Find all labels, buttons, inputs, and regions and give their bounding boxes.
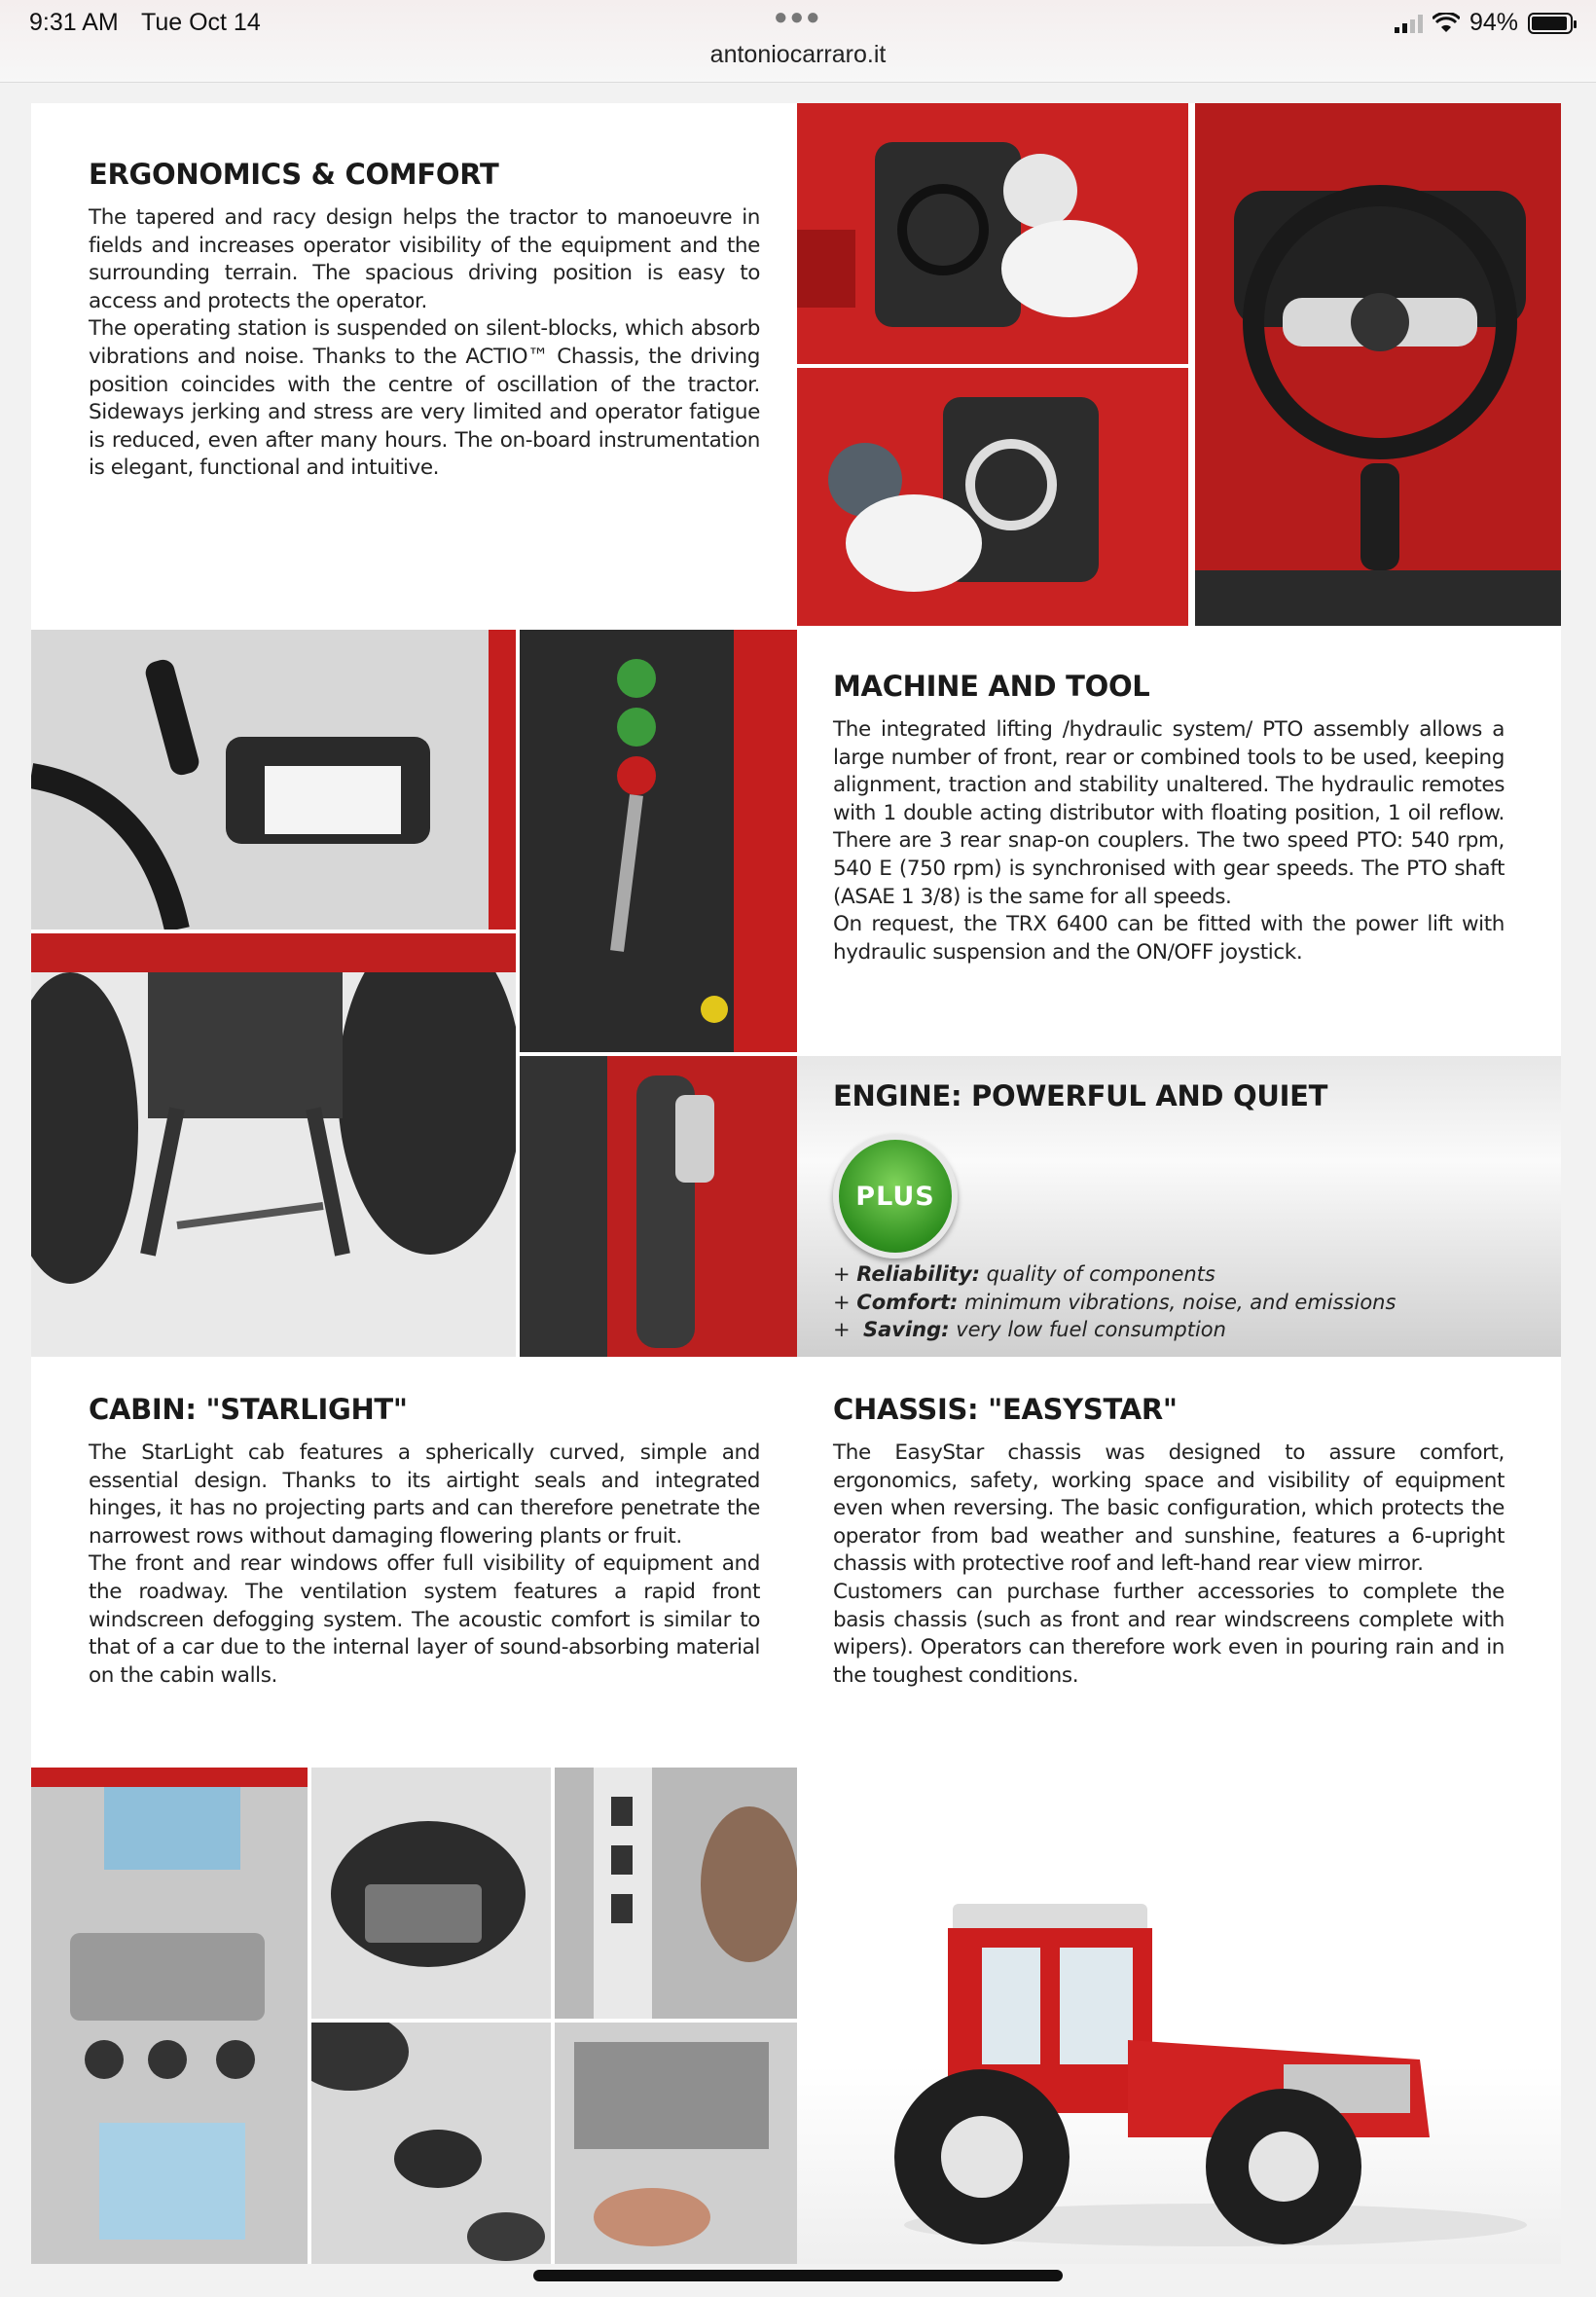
status-time: 9:31 AM	[29, 9, 119, 36]
status-indicators	[1395, 9, 1573, 37]
photo-radio-compartment	[311, 1768, 551, 2019]
section-engine	[797, 1056, 1561, 1357]
paragraph: The front and rear windows offer full visibility of equipment and the roadway. The ventilation system features a rapid front windscreen defogging system. The acoustic comfort is similar to that of a car due to the internal layer of sound-absorbing material on the cabin walls.	[89, 1551, 760, 1688]
plus-badge-label: PLUS	[855, 1181, 935, 1212]
photo-switch-panel	[555, 1768, 797, 2019]
paragraph: The EasyStar chassis was designed to assure comfort, ergonomics, safety, working space and visibility of equipment even when reversing. The basic configuration, which protects the operator from bad weather and sunshine, features a 6-upright chassis with protective roof and left-hand rear view mirror.	[833, 1440, 1505, 1577]
wifi-icon	[1433, 13, 1460, 34]
photo-air-vent	[311, 2023, 551, 2264]
plus-badge	[833, 1134, 958, 1258]
photo-steering-wheel	[1195, 103, 1561, 626]
paragraph: The StarLight cab features a spherically curved, simple and essential design. Thanks to its airtight seals and integrated hinges, it has no projecting parts and can therefore penetrate the narrowest rows without damaging flowering plants or fruit.	[89, 1440, 760, 1549]
paragraph: On request, the TRX 6400 can be fitted with the power lift with hydraulic suspension and the ON/OFF joystick.	[833, 912, 1505, 965]
photo-sunroof-hand	[555, 2023, 797, 2264]
section-title: ENGINE: POWERFUL AND QUIET	[833, 1079, 1328, 1112]
tab-dots-icon[interactable]: ●●●	[774, 4, 822, 30]
status-date: Tue Oct 14	[141, 9, 261, 36]
photo-joystick-controls	[31, 630, 516, 930]
section-machine-and-tool	[833, 670, 1505, 966]
photo-rear-hitch	[31, 933, 516, 1357]
paragraph: The integrated lifting /hydraulic system/ PTO assembly allows a large number of front, rear or combined tools to be used, keeping alignment, traction and stability unaltered. The hydraulic remotes with 1 double acting distributor with floating position, 1 oil reflow. There are 3 rear snap-on couplers. The two speed PTO: 540 rpm, 540 E (750 rpm) is synchronised with gear speeds. The PTO shaft (ASAE 1 3/8) is the same for all speeds.	[833, 717, 1505, 909]
photo-lift-arm	[520, 1056, 797, 1357]
signal-icon	[1395, 14, 1423, 33]
section-ergonomics	[89, 158, 760, 483]
engine-benefits-list	[833, 1260, 1396, 1344]
paragraph: Customers can purchase further accessories to complete the basis chassis (such as front and rear windscreens complete with wipers). Operators can therefore work even in pouring rain and in the toughest conditions.	[833, 1579, 1505, 1688]
section-title: MACHINE AND TOOL	[833, 670, 1150, 703]
brochure-page	[31, 103, 1561, 2264]
paragraph: The tapered and racy design helps the tractor to manoeuvre in fields and increases operator visibility of the equipment and the surrounding terrain. The spacious driving position is easy to access and protects the operator.	[89, 205, 760, 313]
photo-operator-top-view-1	[797, 103, 1188, 364]
status-bar	[0, 0, 1596, 83]
battery-icon	[1528, 13, 1573, 34]
battery-percent: 94%	[1469, 9, 1518, 36]
section-chassis	[833, 1393, 1505, 1690]
benefit-item: + Saving: very low fuel consumption	[833, 1318, 1226, 1341]
home-indicator[interactable]	[533, 2270, 1063, 2281]
section-title: CHASSIS: "EASYSTAR"	[833, 1393, 1178, 1426]
photo-cabin-roof-vents	[31, 1768, 308, 2264]
photo-tractor-trx6400	[797, 1768, 1561, 2264]
paragraph: The operating station is suspended on silent-blocks, which absorb vibrations and noise. Thanks to the ACTIO™ Chassis, the driving position coincides with the centre of oscillation of the tractor. Sideways jerking and stress are very limited and operator fatigue is reduced, even after many hours. The on-board instrumentation is elegant, functional and intuitive.	[89, 316, 760, 481]
section-title: CABIN: "STARLIGHT"	[89, 1393, 408, 1426]
benefit-item: + Comfort: minimum vibrations, noise, and emissions	[833, 1290, 1396, 1314]
section-cabin	[89, 1393, 760, 1690]
section-title: ERGONOMICS & COMFORT	[89, 158, 499, 191]
photo-hydraulic-couplers	[520, 630, 797, 1052]
photo-operator-top-view-2	[797, 368, 1188, 626]
benefit-item: + Reliability: quality of components	[833, 1262, 1215, 1286]
address-bar-url[interactable]: antoniocarraro.it	[709, 41, 887, 68]
